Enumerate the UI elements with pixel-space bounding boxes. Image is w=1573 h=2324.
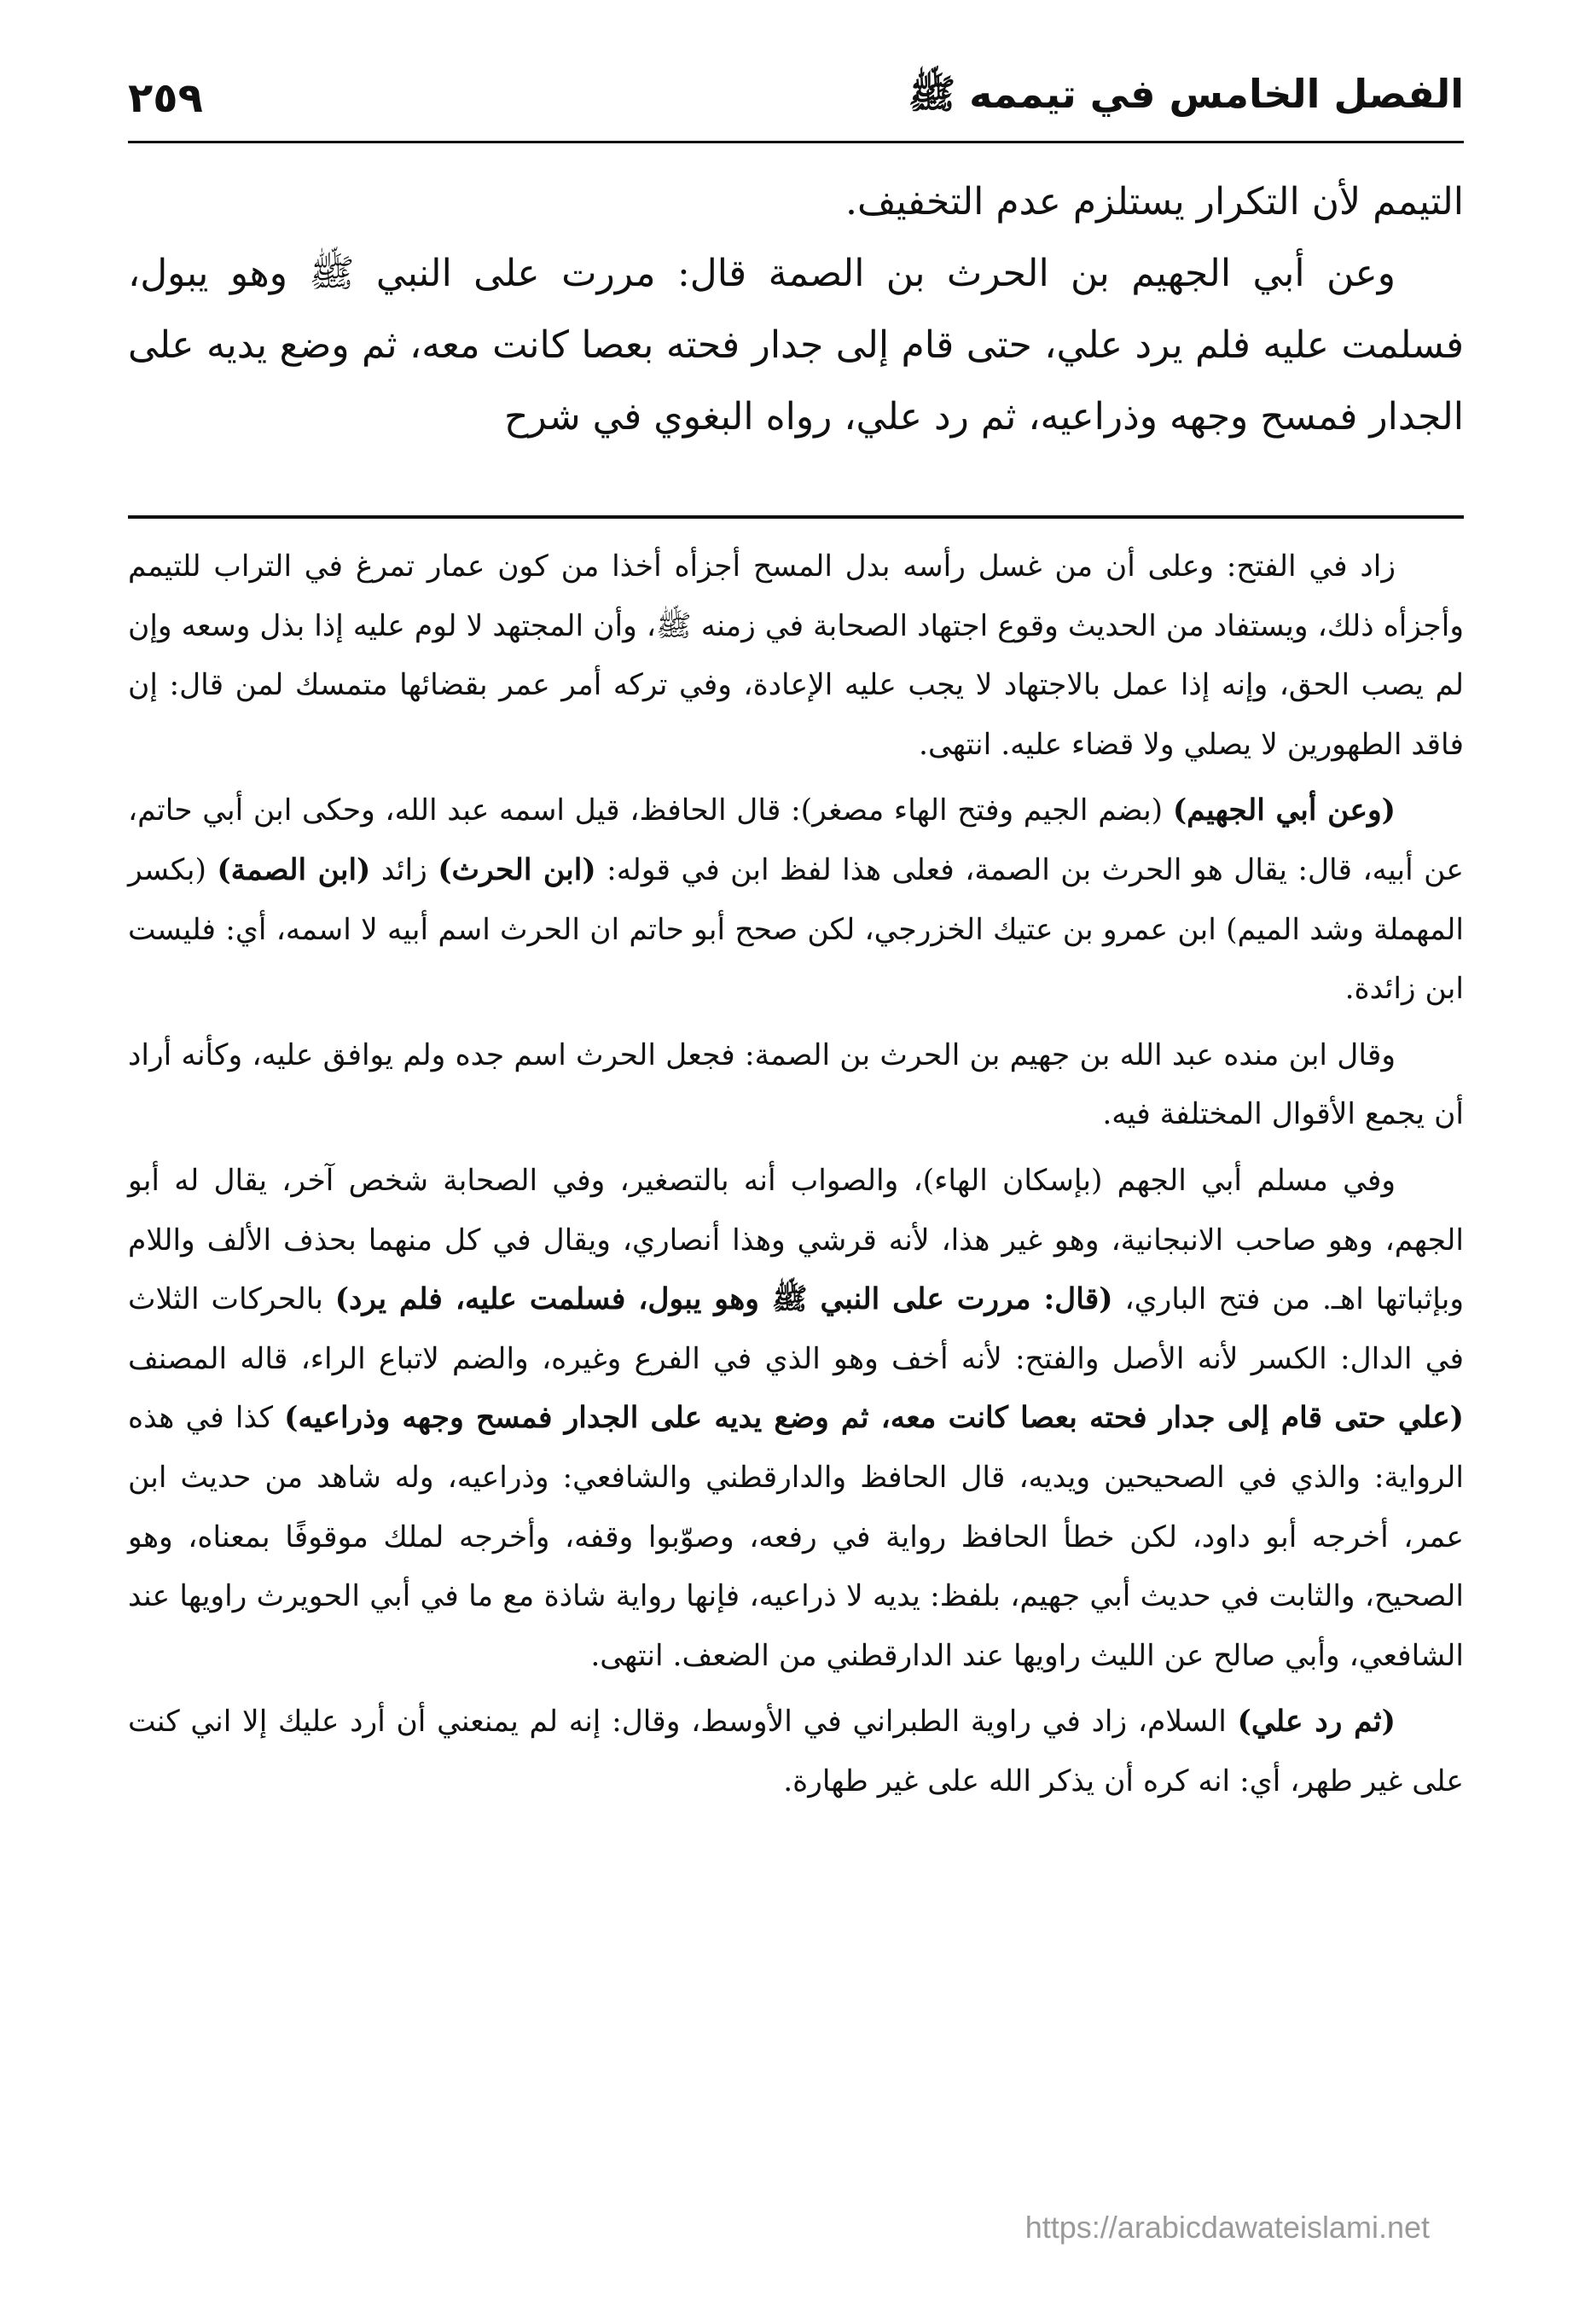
commentary-paragraph — [128, 1152, 1464, 1686]
main-paragraph: وعن أبي الجهيم بن الحرث بن الصمة قال: مررت على النبي ﷺ وهو يبول، فسلمت عليه فلم يرد علي، حتى قام إلى جدار فحته بعصا كانت معه، ثم وضع يديه على الجدار فمسح وجهه وذراعيه، ثم رد علي، رواه البغوي في شرح — [128, 252, 1464, 439]
commentary-text: وفي مسلم أبي الجهم (بإسكان الهاء)، والصواب أنه بالتصغير، وفي الصحابة شخص آخر، يقال له أبو الجهم، وهو صاحب الانبجانية، وهو غير هذا، لأنه قرشي وهذا أنصاري، ويقال في كل منهما بحذف الألف واللام وبإثباتها اهـ. من فتح الباري، — [128, 1163, 1465, 1317]
commentary-section — [128, 537, 1464, 1818]
commentary-text: (بكسر المهملة وشد الميم) ابن عمرو بن عتيك الخزرجي، لكن صحح أبو حاتم ان الحرث اسم أبيه لا اسمه، أي: فليست ابن زائدة. — [128, 852, 1464, 1007]
main-paragraph: التيمم لأن التكرار يستلزم عدم التخفيف. — [845, 180, 1464, 224]
commentary-paragraph — [128, 781, 1464, 1019]
commentary-text: السلام، زاد في راوية الطبراني في الأوسط، وقال: إنه لم يمنعني أن أرد عليك إلا اني كنت على غير طهر، أي: انه كره أن يذكر الله على غير طهارة. — [128, 1705, 1464, 1798]
quoted-text: (ابن الصمة) — [217, 852, 371, 887]
commentary-paragraph — [128, 1693, 1464, 1811]
quoted-text: (ابن الحرث) — [438, 852, 596, 887]
commentary-text: زائد — [370, 852, 438, 887]
chapter-title: الفصل الخامس في تيممه ﷺ — [908, 70, 1464, 117]
page-number: ٢٥٩ — [128, 74, 203, 122]
quoted-text: (علي حتى قام إلى جدار فحته بعصا كانت معه، ثم وضع يديه على الجدار فمسح وجهه وذراعيه) — [284, 1401, 1465, 1436]
quoted-text: (ثم رد علي) — [1237, 1705, 1396, 1740]
commentary-text: كذا في هذه الرواية: والذي في الصحيحين ويديه، قال الحافظ والدارقطني والشافعي: وذراعيه، وله شاهد من حديث ابن عمر، أخرجه أبو داود، لكن خطأ الحافظ رواية في رفعه، وصوّبوا وقفه، وأخرجه لملك موقوفًا بمعناه، وهو الصحيح، والثابت في حديث أبي جهيم، بلفظ: يديه لا ذراعيه، فإنها رواية شاذة مع ما في أبي الحويرث راويها عند الشافعي، وأبي صالح عن الليث راويها عند الدارقطني من الضعف. انتهى. — [128, 1401, 1464, 1673]
watermark-url: https://arabicdawateislami.net — [1024, 2210, 1430, 2245]
commentary-paragraph: زاد في الفتح: وعلى أن من غسل رأسه بدل المسح أجزأه أخذا من كون عمار تمرغ في التراب للتيمم وأجزأه ذلك، ويستفاد من الحديث وقوع اجتهاد الصحابة في زمنه ﷺ، وأن المجتهد لا لوم عليه إذا بذل وسعه وإن لم يصب الحق، وإنه إذا عمل بالاجتهاد لا يجب عليه الإعادة، وفي تركه أمر عمر بقضائها متمسك لمن قال: إن فاقد الطهورين لا يصلي ولا قضاء عليه. انتهى. — [128, 549, 1464, 762]
commentary-text: بالحركات الثلاث في الدال: الكسر لأنه الأصل والفتح: لأنه أخف وهو الذي في الفرع وغيره، والضم لاتباع الراء، قاله المصنف — [128, 1282, 1464, 1376]
page-header — [128, 60, 1464, 137]
quoted-text: (قال: مررت على النبي ﷺ وهو يبول، فسلمت عليه، فلم يرد) — [334, 1282, 1113, 1317]
commentary-paragraph: وقال ابن منده عبد الله بن جهيم بن الحرث بن الصمة: فجعل الحرث اسم جده ولم يوافق عليه، وكأنه أراد أن يجمع الأقوال المختلفة فيه. — [128, 1037, 1464, 1132]
quoted-text: (وعن أبي الجهيم) — [1172, 793, 1396, 828]
footnote-rule — [128, 515, 1464, 519]
main-text — [128, 166, 1464, 453]
header-rule — [128, 141, 1464, 143]
commentary-text: (بضم الجيم وفتح الهاء مصغر): قال الحافظ، قيل اسمه عبد الله، وحكى ابن أبي حاتم، عن أبيه، قال: يقال هو الحرث بن الصمة، فعلى هذا لفظ ابن في قوله: — [128, 793, 1464, 887]
